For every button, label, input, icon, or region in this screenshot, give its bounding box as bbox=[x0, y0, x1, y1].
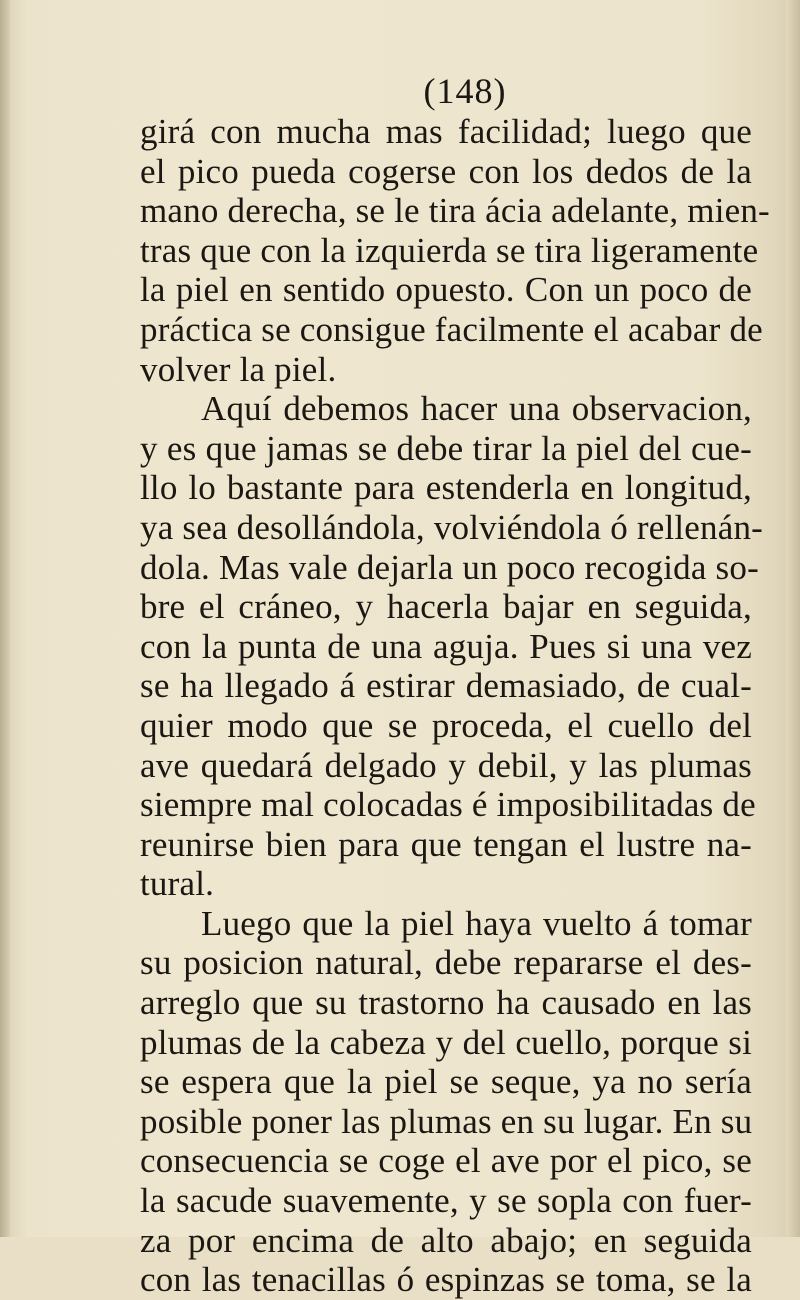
text-line: arreglo que su trastorno ha causado en las bbox=[140, 983, 752, 1023]
text-line: za por encima de alto abajo; en seguida bbox=[140, 1220, 752, 1260]
page-outer-edge bbox=[786, 0, 800, 1237]
text-line: posible poner las plumas en su lugar. En su bbox=[140, 1101, 753, 1141]
text-line: su posicion natural, debe repararse el des- bbox=[140, 943, 752, 983]
text-line: el pico pueda cogerse con los dedos de la bbox=[140, 151, 752, 191]
text-line: volver la piel. bbox=[140, 349, 337, 389]
text-line: reunirse bien para que tengan el lustre na- bbox=[140, 824, 752, 864]
text-line: plumas de la cabeza y del cuello, porque si bbox=[140, 1022, 752, 1062]
text-line: bre el cráneo, y hacerla bajar en seguida, bbox=[140, 587, 752, 627]
text-line: tural. bbox=[140, 864, 215, 904]
text-line: llo lo bastante para estenderla en longitud, bbox=[140, 468, 752, 508]
text-line: Aquí debemos hacer una observacion, bbox=[201, 389, 752, 429]
text-line: ya sea desollándola, volviéndola ó rellenán- bbox=[140, 507, 764, 547]
text-line: y es que jamas se debe tirar la piel del cue- bbox=[140, 428, 752, 468]
text-line: la sacude suavemente, y se sopla con fuer- bbox=[140, 1181, 752, 1221]
page-binding-edge bbox=[0, 0, 10, 1237]
text-line: con las tenacillas ó espinzas se toma, se la bbox=[140, 1260, 752, 1300]
text-line: mano derecha, se le tira ácia adelante, mien- bbox=[140, 191, 770, 231]
text-line: girá con mucha mas facilidad; luego que bbox=[140, 112, 752, 151]
text-line: se ha llegado á estirar demasiado, de cual- bbox=[140, 666, 752, 706]
text-line: siempre mal colocadas é imposibilitadas de bbox=[140, 785, 756, 825]
text-line: quier modo que se proceda, el cuello del bbox=[140, 705, 752, 745]
text-line: Luego que la piel haya vuelto á tomar bbox=[201, 903, 752, 943]
body-text bbox=[140, 112, 770, 1300]
page-number: (148) bbox=[423, 71, 507, 111]
text-line: con la punta de una aguja. Pues si una vez bbox=[140, 626, 752, 666]
text-line: se espera que la piel se seque, ya no sería bbox=[140, 1062, 752, 1102]
text-line: dola. Mas vale dejarla un poco recogida so- bbox=[140, 547, 759, 587]
text-line: práctica se consigue facilmente el acabar de bbox=[140, 309, 763, 349]
text-line: ave quedará delgado y debil, y las plumas bbox=[140, 745, 752, 785]
text-line: tras que con la izquierda se tira ligeramente bbox=[140, 230, 759, 270]
text-line: la piel en sentido opuesto. Con un poco de bbox=[140, 270, 752, 310]
text-line: consecuencia se coge el ave por el pico, se bbox=[140, 1141, 752, 1181]
